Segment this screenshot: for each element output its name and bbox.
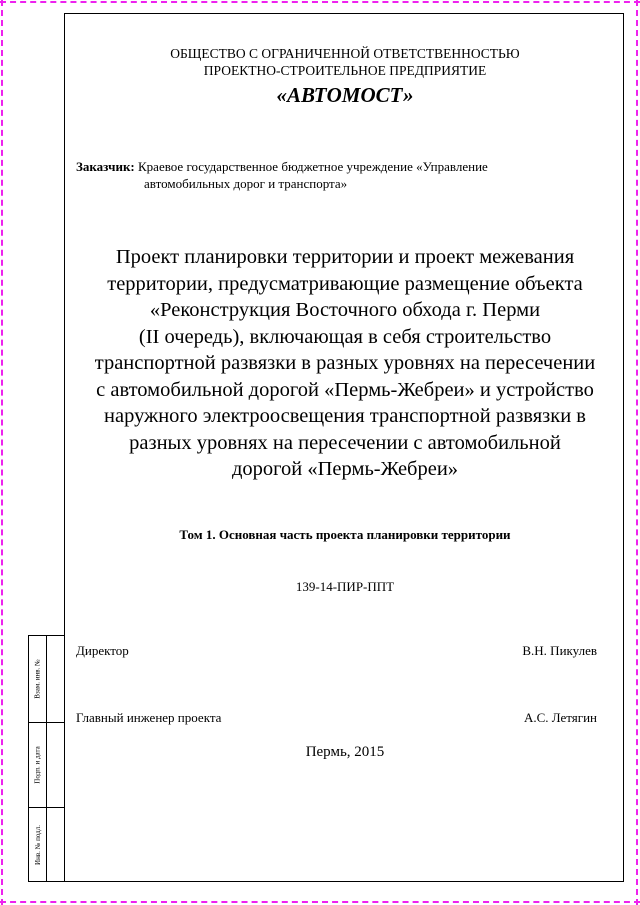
cut-line-bottom <box>0 901 640 903</box>
cut-line-right <box>636 0 638 905</box>
city-year: Пермь, 2015 <box>305 744 385 760</box>
project-title-line: Проект планировки территории и проект межевания <box>115 246 575 268</box>
project-title-line: транспортной развязки в разных уровнях на пересечении <box>94 352 596 374</box>
customer-block <box>76 158 596 192</box>
project-title-line: дорогой «Пермь-Жебреи» <box>231 458 459 480</box>
project-title <box>65 244 625 483</box>
volume-title: Том 1. Основная часть проекта планировки территории <box>179 527 511 542</box>
side-stamp-label: Взам. инв. № <box>33 659 42 699</box>
side-stamp-column-divider <box>46 636 47 881</box>
chief-engineer-role: Главный инженер проекта <box>76 710 222 725</box>
project-title-line: наружного электроосвещения транспортной развязки в <box>104 405 586 427</box>
side-stamp-label: Подп. и дата <box>33 745 42 784</box>
side-stamp-table <box>28 635 65 882</box>
project-title-line: разных уровнях на пересечении с автомобильной <box>129 431 561 454</box>
chief-engineer-name: А.С. Летягин <box>523 710 597 725</box>
side-stamp-replacement-inventory <box>29 636 46 722</box>
organization-line-2: ПРОЕКТНО-СТРОИТЕЛЬНОЕ ПРЕДПРИЯТИЕ <box>203 63 487 78</box>
project-title-line: территории, предусматривающие размещение объекта <box>107 272 583 295</box>
project-title-line: (II очередь), включающая в себя строительство <box>138 325 552 348</box>
director-name: В.Н. Пикулев <box>522 643 597 658</box>
organization-brand: «АВТОМОСТ» <box>276 83 414 107</box>
organization-line-1: ОБЩЕСТВО С ОГРАНИЧЕННОЙ ОТВЕТСТВЕННОСТЬЮ <box>170 46 520 61</box>
customer-label: Заказчик: <box>76 159 135 174</box>
side-stamp-original-inventory <box>29 807 46 883</box>
cut-line-left <box>1 0 3 905</box>
document-code: 139-14-ПИР-ППТ <box>295 579 395 594</box>
cut-line-top <box>0 1 640 3</box>
project-title-line: с автомобильной дорогой «Пермь-Жебреи» и устройство <box>96 378 594 401</box>
project-title-line: «Реконструкция Восточного обхода г. Перми <box>149 299 541 321</box>
side-stamp-signature-date <box>29 722 46 807</box>
customer-name-line-2: автомобильных дорог и транспорта» <box>144 176 348 191</box>
side-stamp-label: Инв. № подл. <box>33 825 42 865</box>
director-role: Директор <box>76 643 129 658</box>
customer-name-line-1: Краевое государственное бюджетное учреждение «Управление <box>134 159 488 174</box>
